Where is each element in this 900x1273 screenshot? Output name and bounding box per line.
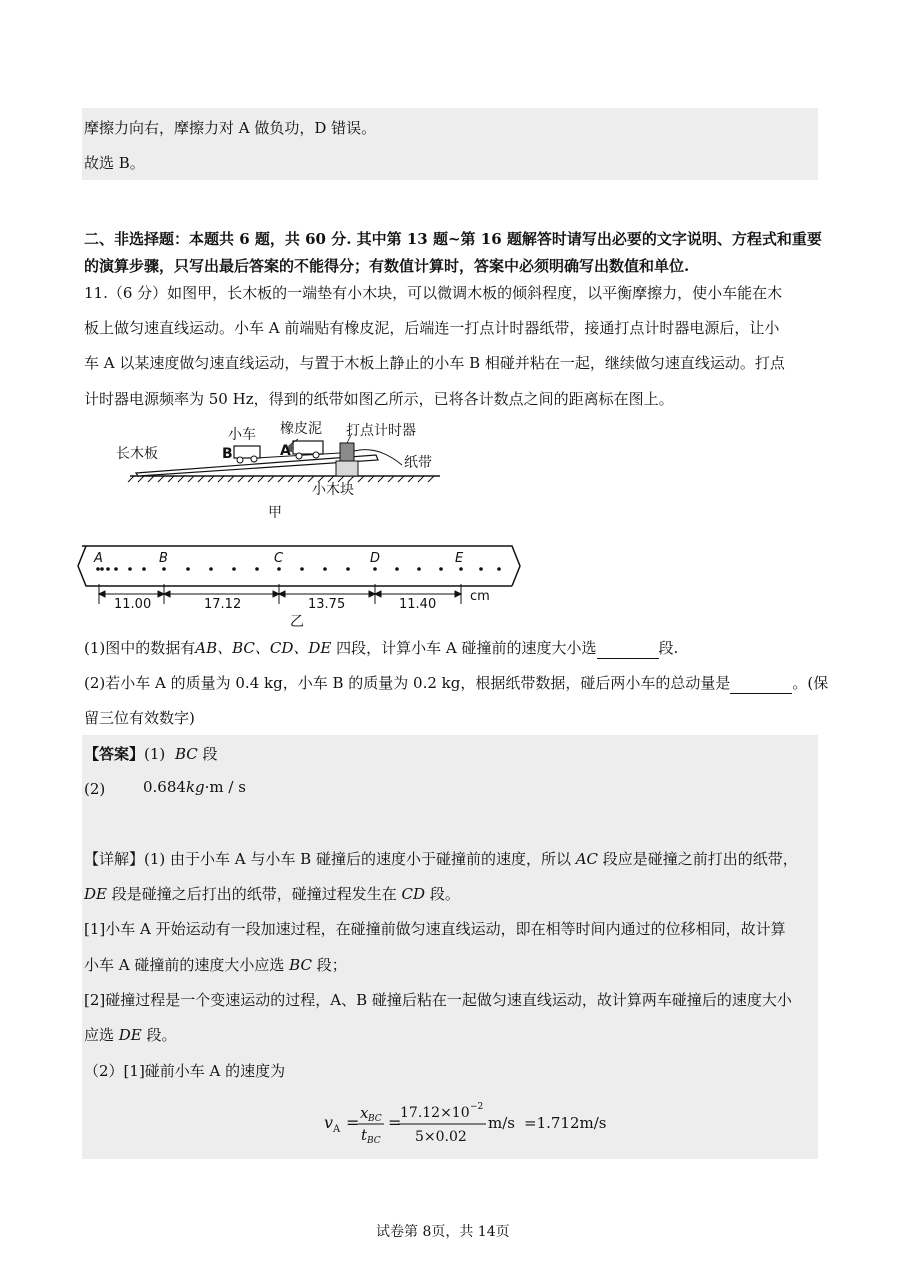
formula-x-sub: BC [368, 1114, 382, 1124]
detail-line: 【详解】(1) 由于小车 A 与小车 B 碰撞后的速度小于碰撞前的速度，所以 AC 段应是碰撞之前打出的纸带， [84, 850, 798, 868]
subquestion-2: (2)若小车 A 的质量为 0.4 kg，小车 B 的质量为 0.2 kg，根据纸带数据，碰后两小车的总动量是 。(保 [84, 674, 829, 692]
tape-dot [323, 567, 327, 571]
label-clay: 橡皮泥 [280, 421, 322, 437]
wooden-block [336, 461, 358, 476]
label-tape: 纸带 [404, 455, 432, 471]
formula-x: x [360, 1104, 369, 1122]
tape-dot [209, 567, 213, 571]
tape-dot [439, 567, 443, 571]
formula-eq: = [346, 1113, 360, 1132]
timer-body [340, 443, 354, 461]
detail-line: （2）[1]碰前小车 A 的速度为 [84, 1062, 286, 1080]
tape-dot [96, 567, 100, 571]
formula-v-sub: A [333, 1124, 341, 1135]
tape-dot [346, 567, 350, 571]
formula-t: t [361, 1126, 368, 1144]
caption-jia: 甲 [268, 505, 282, 521]
detail-line: [2]碰撞过程是一个变速运动的过程，A、B 碰撞后粘在一起做匀速直线运动，故计算两车碰撞后的速度大小 [84, 991, 792, 1009]
point-label-d: D [370, 551, 381, 566]
tape-dot [142, 567, 146, 571]
tape-dot [479, 567, 483, 571]
answer-blank [730, 673, 792, 694]
tape-dot [232, 567, 236, 571]
point-label-c: C [274, 551, 284, 566]
question-text: 计时器电源频率为 50 Hz，得到的纸带如图乙所示，已将各计数点之间的距离标在图上。 [84, 390, 674, 408]
figure-jia [100, 415, 480, 525]
explanation-line: 摩擦力向右，摩擦力对 A 做负功，D 错误。 [84, 119, 377, 137]
formula-eq-2: = [388, 1113, 402, 1132]
label-timer: 打点计时器 [346, 423, 416, 439]
tape-dot [106, 567, 110, 571]
tape-dot [114, 567, 118, 571]
velocity-formula [320, 1098, 607, 1150]
tape-dot [300, 567, 304, 571]
tape-dot [186, 567, 190, 571]
answer-blank [597, 638, 659, 659]
label-car: 小车 [228, 427, 256, 443]
formula-exp: −2 [470, 1102, 484, 1112]
unit-label: cm [470, 589, 490, 604]
detail-line: 小车 A 碰撞前的速度大小应选 BC 段； [84, 956, 347, 974]
point-label-e: E [455, 551, 464, 566]
question-text: 车 A 以某速度做匀速直线运动，与置于木板上静止的小车 B 相碰并粘在一起，继续做匀速直线运动。打点 [84, 354, 785, 372]
answer-value-2: 0.684kg·m / s [143, 778, 246, 796]
formula-unit: m/s [488, 1114, 515, 1132]
car-a [293, 441, 323, 454]
point-label-a: A [94, 551, 103, 566]
tape-dot [395, 567, 399, 571]
tape-dot [162, 567, 166, 571]
formula-v: v [324, 1113, 334, 1132]
section-heading: 二、非选择题：本题共 6 题，共 60 分. 其中第 13 题~第 16 题解答时请写出必要的文字说明、方程式和重要 [84, 230, 822, 248]
label-block: 小木块 [312, 482, 354, 498]
caption-yi: 乙 [290, 614, 304, 630]
tape-dot [417, 567, 421, 571]
label-a: A [280, 443, 291, 459]
tape-dot [255, 567, 259, 571]
distance-ab: 11.00 [114, 597, 152, 612]
figure-yi [68, 532, 528, 632]
tape-dot [277, 567, 281, 571]
distance-bc: 17.12 [204, 597, 242, 612]
explanation-line: 故选 B。 [84, 154, 145, 172]
subquestion-1: (1)图中的数据有AB、BC、CD、DE 四段，计算小车 A 碰撞前的速度大小选 段. [84, 639, 679, 657]
tape-dot [128, 567, 132, 571]
label-b: B [222, 446, 233, 462]
answer-line-1: 【答案】(1) [84, 745, 166, 763]
formula-result: =1.712m/s [524, 1114, 607, 1132]
formula-num: 17.12×10 [400, 1105, 470, 1121]
detail-line: DE 段是碰撞之后打出的纸带，碰撞过程发生在 CD 段。 [84, 885, 460, 903]
subquestion-2-cont: 留三位有效数字) [84, 709, 195, 727]
distance-de: 11.40 [399, 597, 437, 612]
question-text: 板上做匀速直线运动。小车 A 前端贴有橡皮泥，后端连一打点计时器纸带，接通打点计时器电源后，让小 [84, 319, 780, 337]
formula-den: 5×0.02 [415, 1129, 467, 1145]
answer-box [82, 735, 818, 1159]
answer-line-2: (2) [84, 780, 106, 798]
page-footer: 试卷第 8页，共 14页 [376, 1224, 510, 1240]
tape-dot [100, 567, 104, 571]
answer-value-1: BC 段 [175, 745, 218, 763]
tape-edge [78, 546, 512, 586]
question-text: 11.（6 分）如图甲，长木板的一端垫有小木块，可以微调木板的倾斜程度，以平衡摩擦力，使小车能在木 [84, 284, 783, 302]
distance-cd: 13.75 [308, 597, 346, 612]
label-board: 长木板 [116, 446, 158, 462]
tape-dot [373, 567, 377, 571]
tape-dot [459, 567, 463, 571]
tape-dot [497, 567, 501, 571]
detail-line: [1]小车 A 开始运动有一段加速过程，在碰撞前做匀速直线运动，即在相等时间内通过的位移相同，故计算 [84, 920, 786, 938]
formula-t-sub: BC [367, 1136, 381, 1146]
point-label-b: B [159, 551, 168, 566]
section-heading: 的演算步骤，只写出最后答案的不能得分；有数值计算时，答案中必须明确写出数值和单位. [84, 257, 690, 275]
detail-line: 应选 DE 段。 [84, 1026, 177, 1044]
